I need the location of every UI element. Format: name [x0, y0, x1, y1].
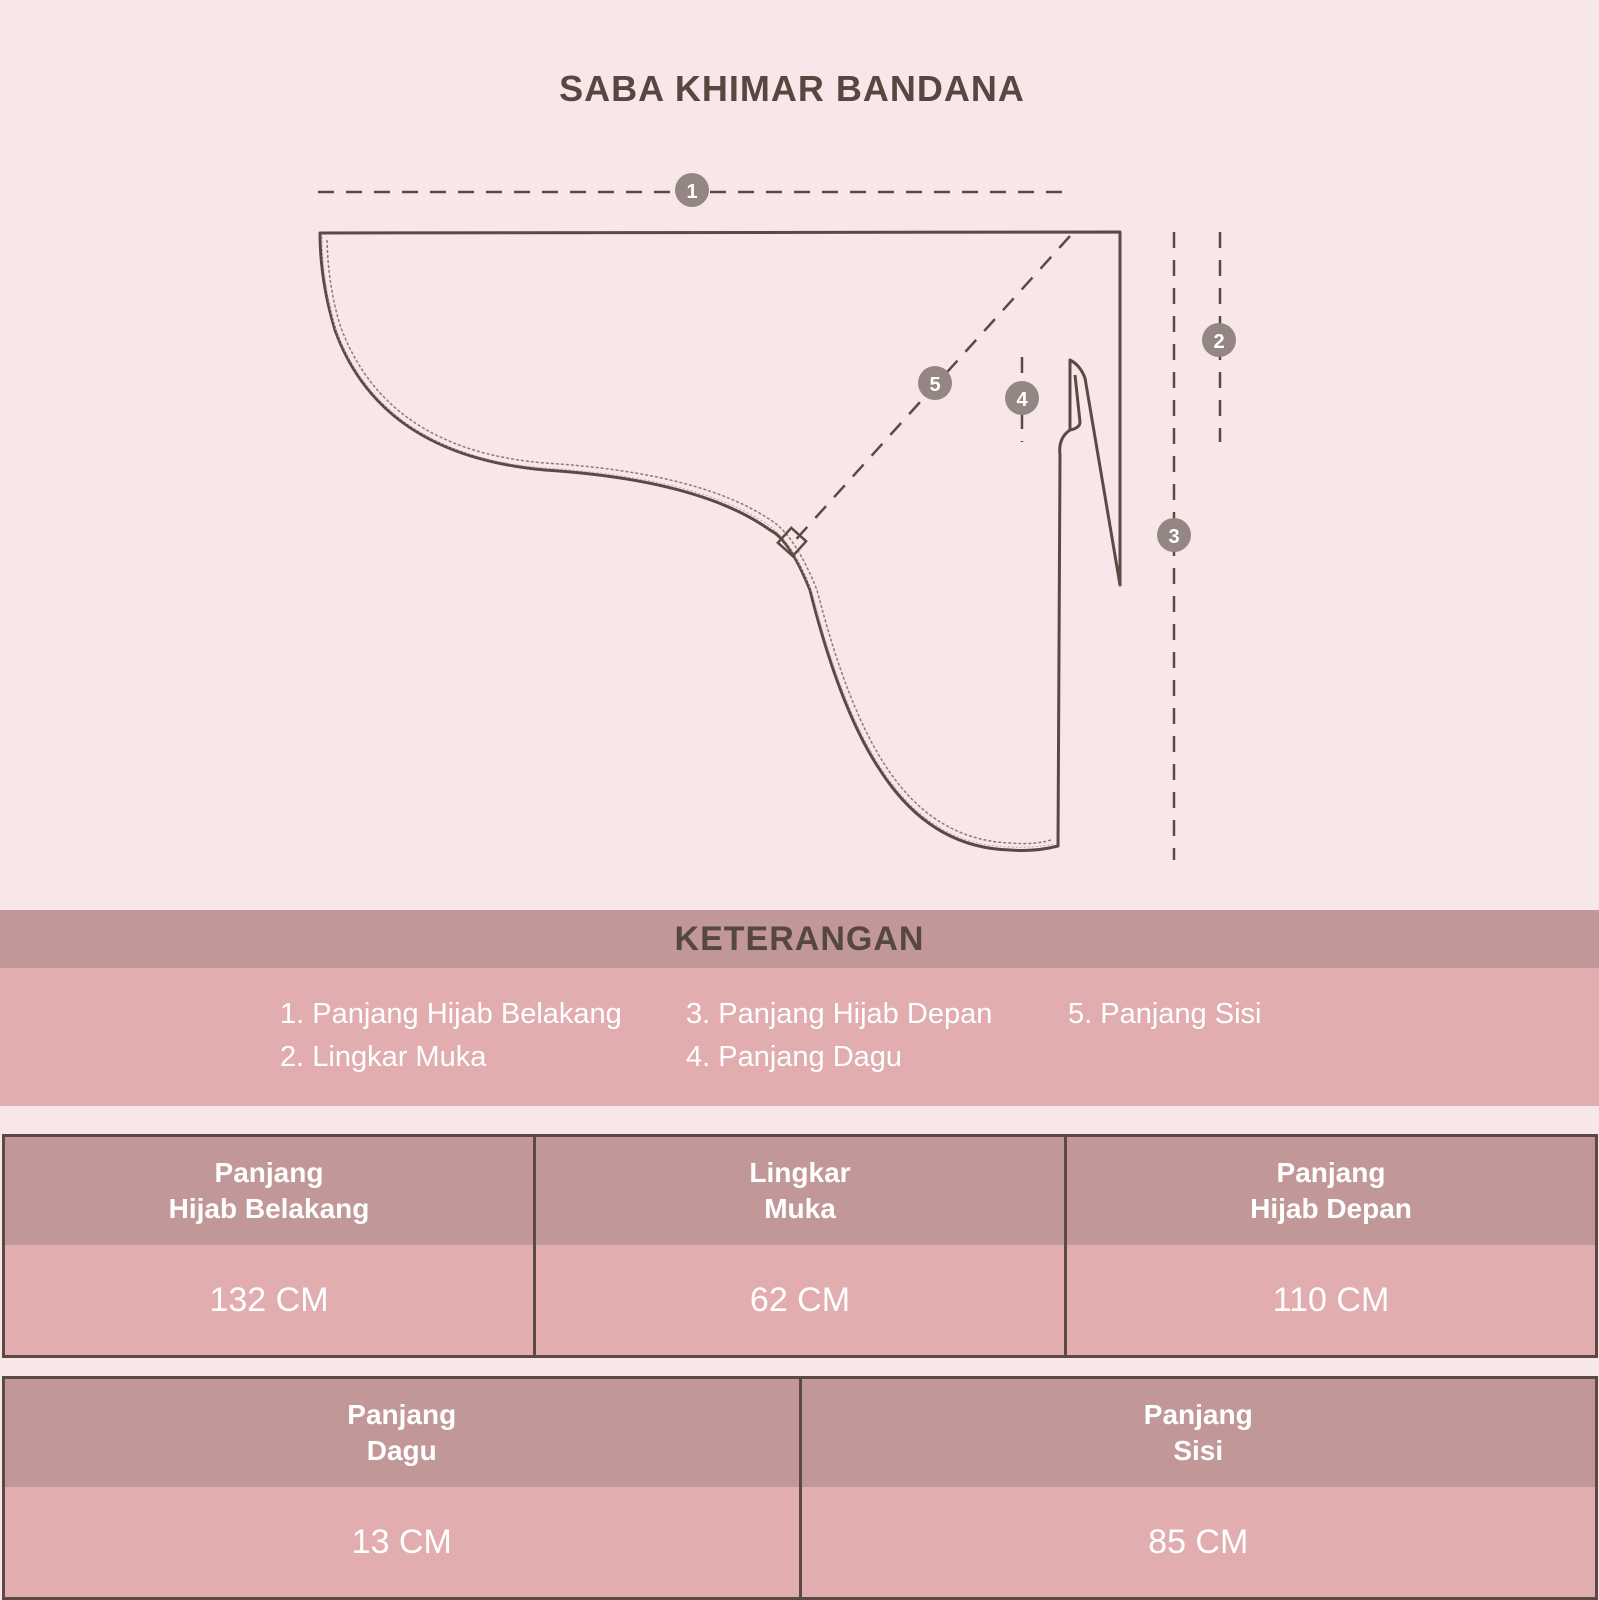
svg-text:4: 4	[1016, 389, 1028, 411]
size-header: Panjang Dagu	[4, 1378, 801, 1488]
stitch-line	[327, 240, 1051, 844]
size-header: Lingkar Muka	[535, 1136, 1066, 1246]
svg-text:3: 3	[1168, 526, 1180, 548]
marker-3	[1157, 518, 1191, 552]
legend-item: 5. Panjang Sisi	[1068, 998, 1262, 1030]
stitch-line-2	[322, 237, 1054, 847]
svg-text:5: 5	[929, 374, 941, 396]
marker-1	[675, 173, 709, 207]
size-value: 85 CM	[800, 1487, 1597, 1599]
garment-outline	[320, 232, 1120, 851]
size-table-2	[2, 1376, 1598, 1600]
page-title: SABA KHIMAR BANDANA	[559, 68, 1025, 109]
marker-5	[918, 366, 952, 400]
svg-text:1: 1	[686, 181, 698, 203]
svg-text:2: 2	[1213, 331, 1225, 353]
size-value: 62 CM	[535, 1245, 1066, 1357]
legend-item: 1. Panjang Hijab Belakang	[280, 998, 622, 1030]
legend-item: 3. Panjang Hijab Depan	[686, 998, 993, 1030]
marker-2	[1202, 323, 1236, 357]
size-value: 13 CM	[4, 1487, 801, 1599]
keterangan-heading: KETERANGAN	[0, 910, 1599, 968]
size-value: 110 CM	[1066, 1245, 1597, 1357]
marker-4	[1005, 381, 1039, 415]
size-header: Panjang Hijab Belakang	[4, 1136, 535, 1246]
size-header: Panjang Sisi	[800, 1378, 1597, 1488]
size-header: Panjang Hijab Depan	[1066, 1136, 1597, 1246]
size-table-1	[2, 1134, 1598, 1358]
dimension-lines	[318, 192, 1220, 860]
legend-item: 4. Panjang Dagu	[686, 1041, 903, 1073]
legend-item: 2. Lingkar Muka	[280, 1041, 487, 1073]
size-value: 132 CM	[4, 1245, 535, 1357]
keterangan-legend	[0, 968, 1599, 1106]
